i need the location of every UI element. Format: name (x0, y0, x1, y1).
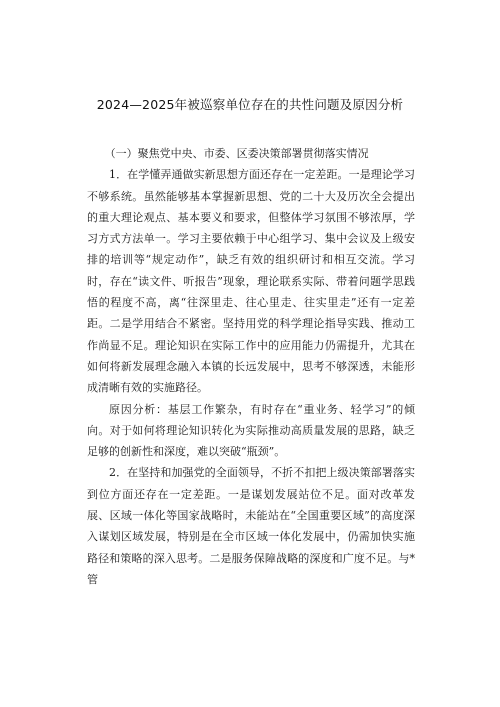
document-title: 2024—2025年被巡察单位存在的共性问题及原因分析 (96, 97, 404, 112)
document-body (87, 143, 415, 590)
paragraph-2: 2．在坚持和加强党的全面领导，不折不扣把上级决策部署落实到位方面还存在一定差距。一是谋划发展站位不足。面对改革发展、区域一体化等国家战略时，未能站在“全国重要区域”的高度深入谋划区域发展，特别是在全市区域一体化发展中，仍需加快实施路径和策略的深入思考。二是服务保障战略的深度和广度不足。与*管 (87, 466, 415, 586)
section-heading: （一）聚焦党中央、市委、区委决策部署贯彻落实情况 (104, 147, 369, 160)
paragraph-cause-analysis: 原因分析：基层工作繁杂，有时存在“重业务、轻学习”的倾向。对于如何将理论知识转化为实际推动高质量发展的思路，缺乏足够的创新性和深度，难以突破“瓶颈”。 (87, 402, 415, 459)
paragraph-1: 1．在学懂弄通做实新思想方面还存在一定差距。一是理论学习不够系统。虽然能够基本掌握新思想、党的二十大及历次全会提出的重大理论观点、基本要义和要求，但整体学习氛围不够浓厚，学习方式方法单一。学习主要依赖于中心组学习、集中会议及上级安排的培训等“规定动作”，缺乏有效的组织研讨和相互交流。学习时，存在“读文件、听报告”现象，理论联系实际、带着问题学思践悟的程度不高，离“往深里走、往心里走、往实里走”还有一定差距。二是学用结合不紧密。坚持用党的科学理论指导实践、推动工作尚显不足。理论知识在实际工作中的应用能力仍需提升，尤其在如何将新发展理念融入本镇的长远发展中，思考不够深透，未能形成清晰有效的实施路径。 (87, 168, 415, 395)
